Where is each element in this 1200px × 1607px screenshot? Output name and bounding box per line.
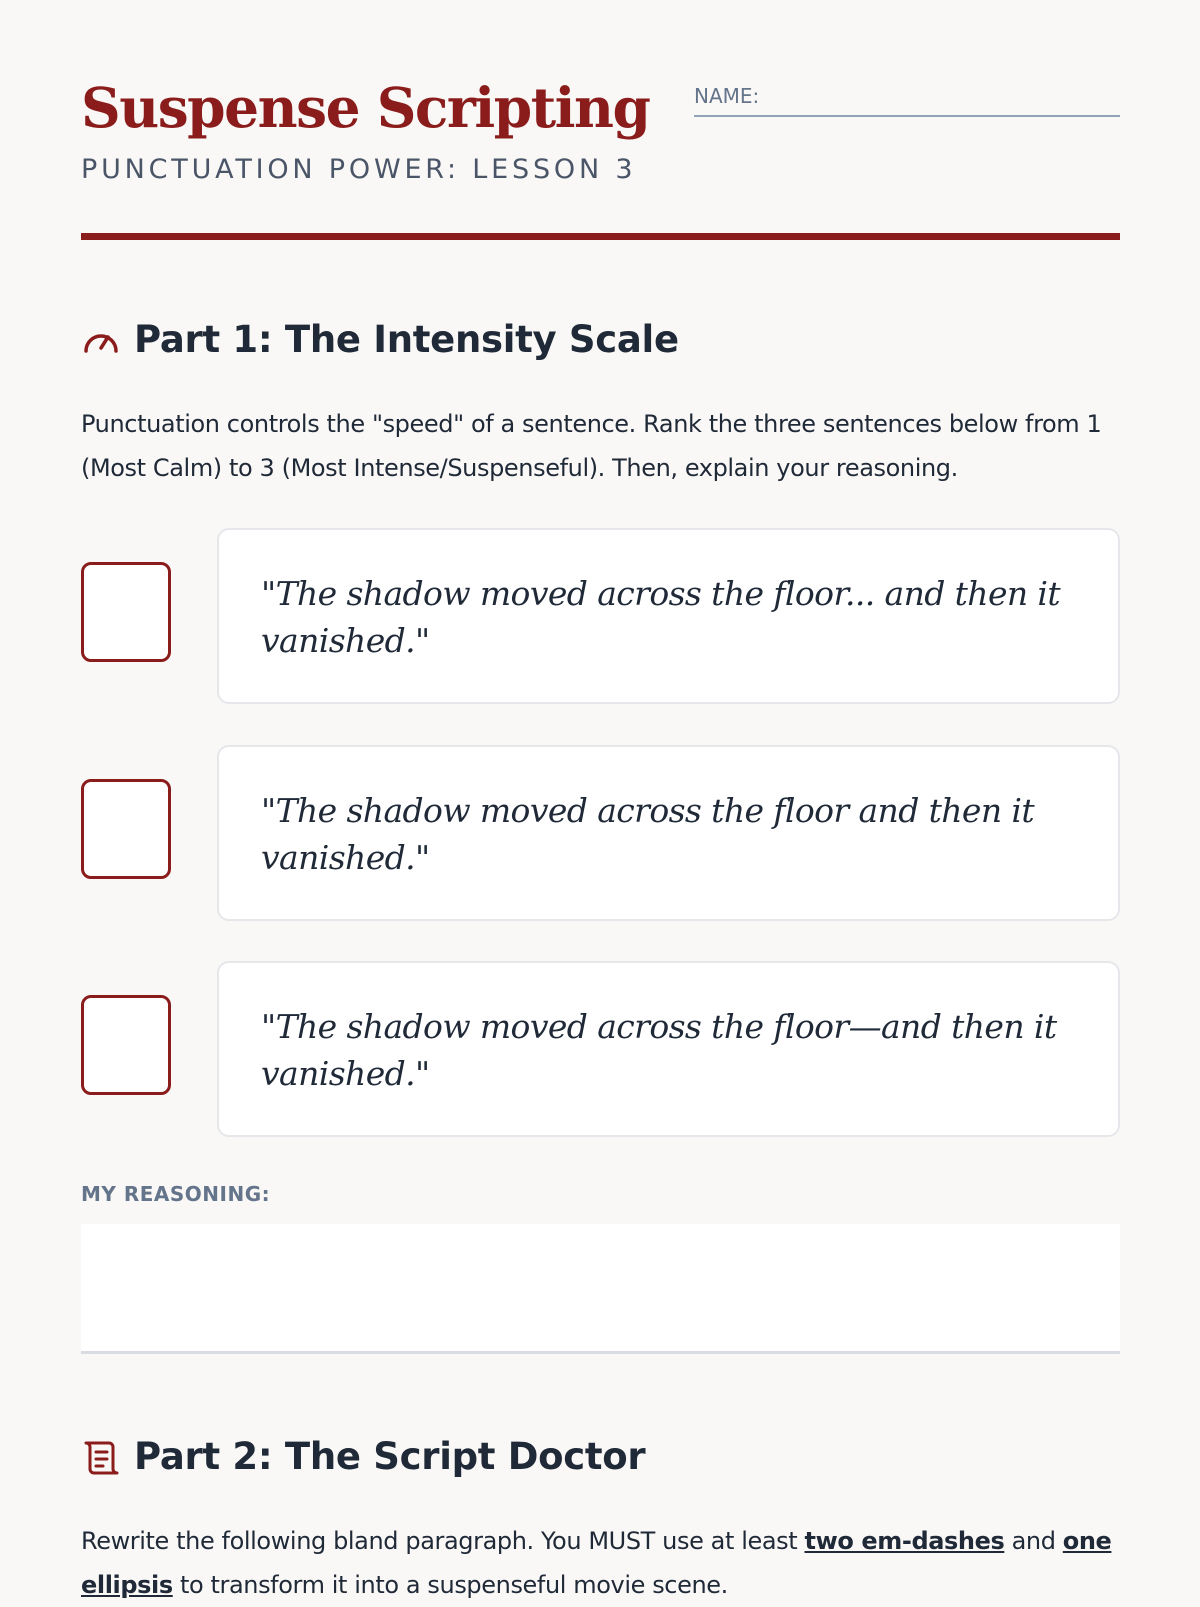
lesson-subtitle: PUNCTUATION POWER: LESSON 3 <box>81 154 637 185</box>
part2-heading <box>81 1435 645 1478</box>
part1-instructions: Punctuation controls the "speed" of a sentence. Rank the three sentences below from 1 (Most Calm) to 3 (Most Intense/Suspenseful). Then, explain your reasoning. <box>81 410 1102 482</box>
part1-heading-text: Part 1: The Intensity Scale <box>134 318 679 361</box>
rank-input-box[interactable] <box>81 995 171 1095</box>
ranking-row <box>81 528 1120 704</box>
reasoning-label: MY REASONING: <box>81 1182 271 1206</box>
part1-heading <box>81 318 679 361</box>
em-dash-requirement: two em-dashes <box>804 1527 1005 1555</box>
reasoning-answer-area[interactable] <box>81 1224 1120 1354</box>
header-divider <box>81 233 1120 240</box>
name-field[interactable] <box>694 84 1120 117</box>
ranking-row <box>81 961 1120 1137</box>
gauge-icon <box>81 320 121 360</box>
part2-instructions <box>81 1519 1120 1607</box>
worksheet-header <box>81 0 1120 242</box>
part2-heading-text: Part 2: The Script Doctor <box>134 1435 646 1478</box>
ranking-row <box>81 745 1120 921</box>
sentence-card: "The shadow moved across the floor and then it vanished." <box>217 745 1120 921</box>
ellipsis-requirement: one ellipsis <box>81 1527 1112 1599</box>
rank-input-box[interactable] <box>81 562 171 662</box>
part2-instructions-mid: and <box>1004 1527 1063 1555</box>
part2-instructions-pre: Rewrite the following bland paragraph. You MUST use at least <box>81 1527 805 1555</box>
part2-instructions-post: to transform it into a suspenseful movie scene. <box>172 1571 728 1599</box>
worksheet-title: Suspense Scripting <box>81 75 650 140</box>
worksheet-page <box>81 0 1120 1599</box>
sentence-card: "The shadow moved across the floor... and then it vanished." <box>217 528 1120 704</box>
rank-input-box[interactable] <box>81 779 171 879</box>
sentence-card: "The shadow moved across the floor—and then it vanished." <box>217 961 1120 1137</box>
scroll-icon <box>81 1437 121 1477</box>
name-label: NAME: <box>694 84 760 108</box>
